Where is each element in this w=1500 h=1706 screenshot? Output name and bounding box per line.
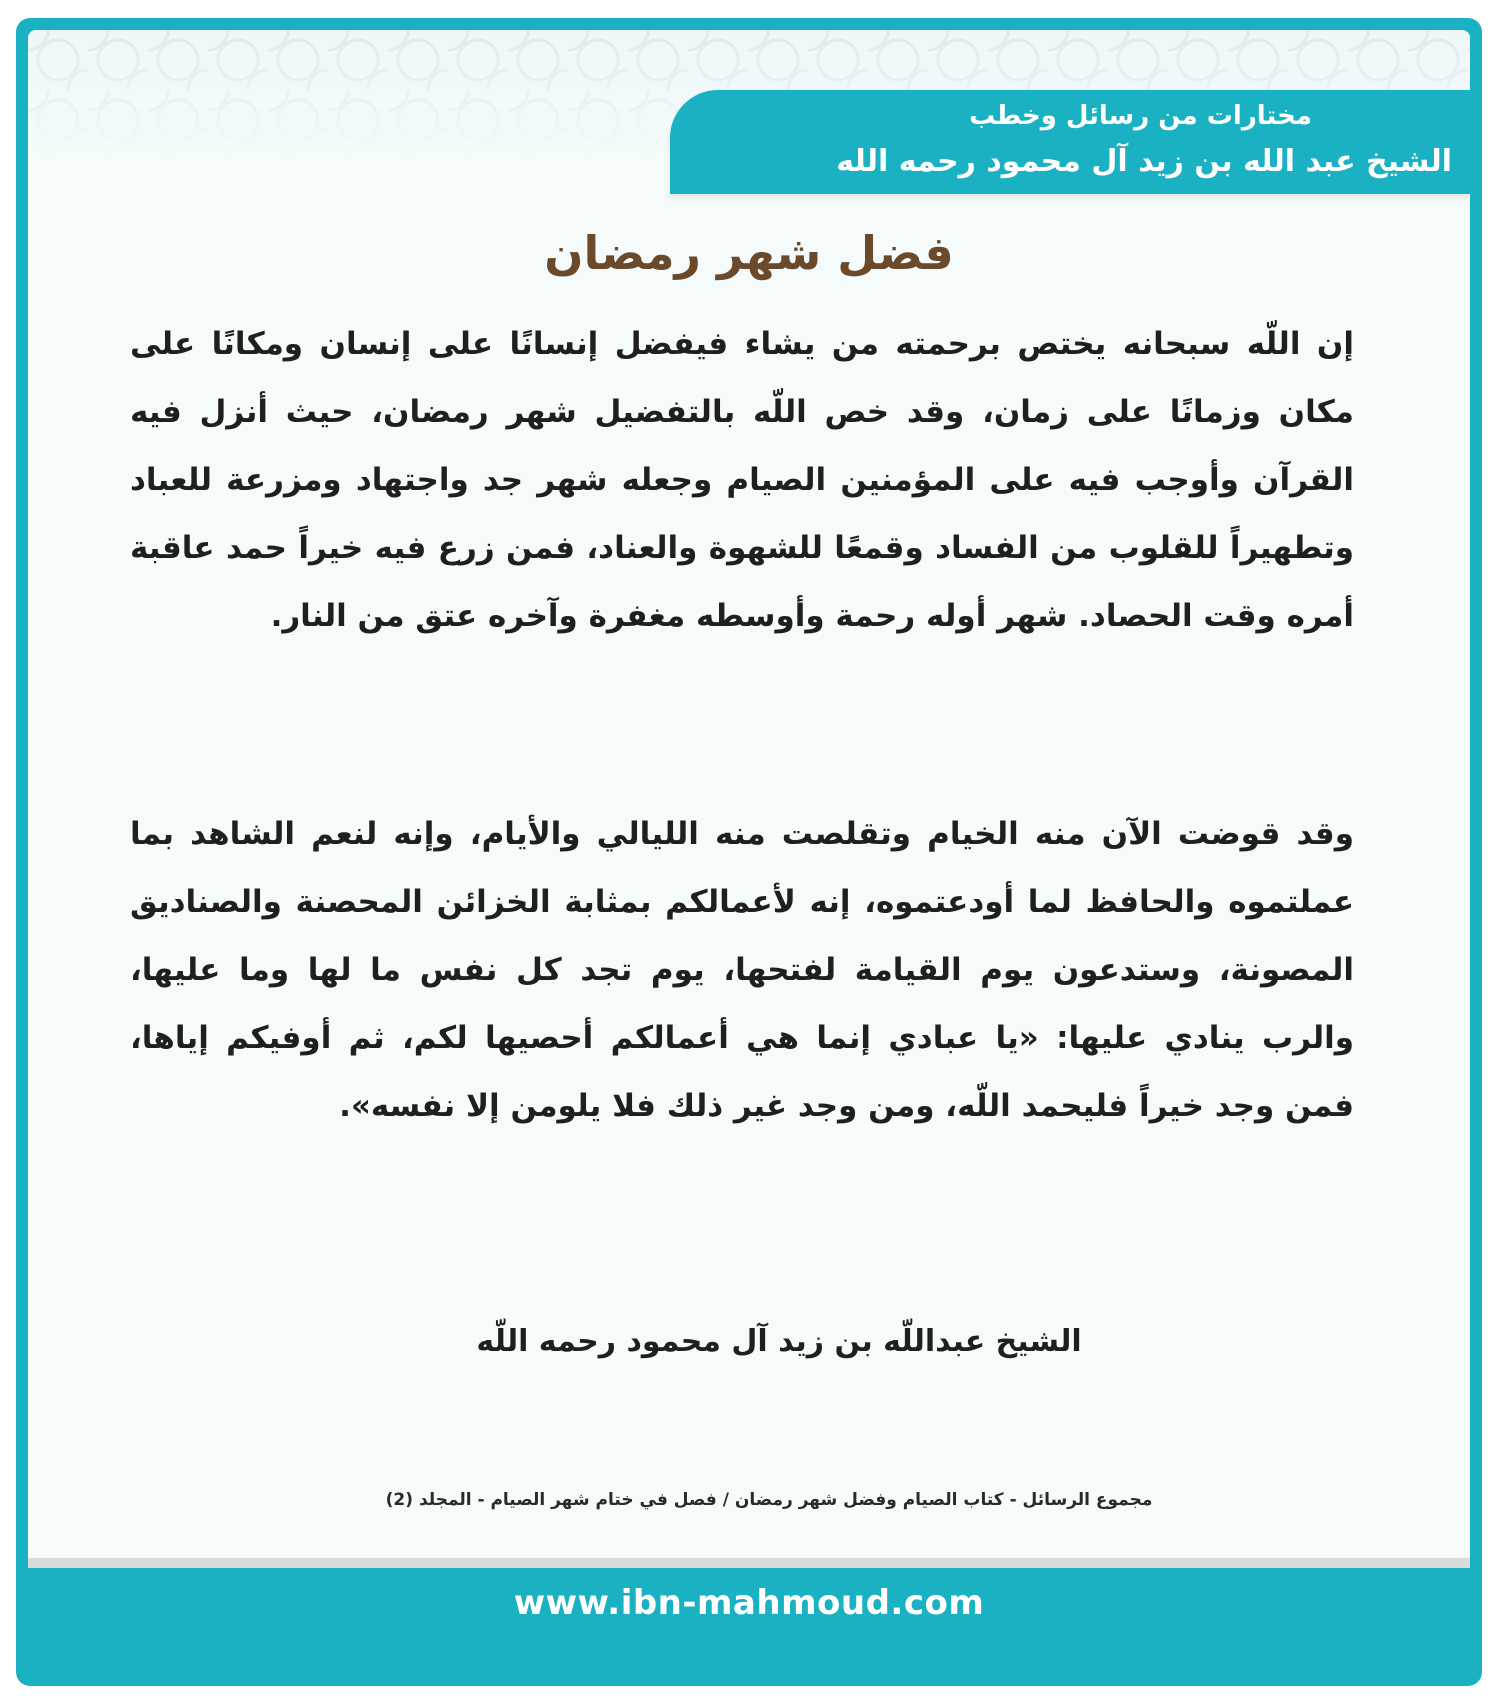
header-author-name: الشيخ عبد الله بن زيد آل محمود رحمه الله	[836, 144, 1452, 179]
page-frame	[16, 18, 1482, 1686]
website-link[interactable]: www.ibn-mahmoud.com	[513, 1583, 985, 1623]
divider	[28, 1558, 1470, 1568]
header-banner	[670, 90, 1470, 194]
paragraph-1: إن اللّه سبحانه يختص برحمته من يشاء فيفضل إنسانًا على إنسان ومكانًا على مكان وزمانًا على زمان، وقد خص اللّه بالتفضيل شهر رمضان، حيث أنزل فيه القرآن وأوجب فيه على المؤمنين الصيام وجعله شهر جد واجتهاد ومزرعة للعباد وتطهيراً للقلوب من الفساد وقمعًا للشهوة والعناد، فمن زرع فيه خيراً حمد عاقبة أمره وقت الحصاد. شهر أوله رحمة وأوسطه مغفرة وآخره عتق من النار.	[130, 326, 1354, 634]
author-signature: الشيخ عبداللّه بن زيد آل محمود رحمه اللّه	[476, 1324, 1082, 1359]
source-citation: مجموع الرسائل - كتاب الصيام وفضل شهر رمضان / فصل في ختام شهر الصيام - المجلد (2)	[385, 1490, 1153, 1510]
content-panel	[28, 30, 1470, 1568]
header-series-title: مختارات من رسائل وخطب	[969, 101, 1312, 131]
page-title: فضل شهر رمضان	[544, 226, 954, 280]
paragraph-2: وقد قوضت الآن منه الخيام وتقلصت منه الليالي والأيام، وإنه لنعم الشاهد بما عملتموه والحافظ لما أودعتموه، إنه لأعمالكم بمثابة الخزائن المحصنة والصناديق المصونة، وستدعون يوم القيامة لفتحها، يوم تجد كل نفس ما لها وما عليها، والرب ينادي عليها: «يا عبادي إنما هي أعمالكم أحصيها لكم، ثم أوفيكم إياها، فمن وجد خيراً فليحمد اللّه، ومن وجد غير ذلك فلا يلومن إلا نفسه».	[130, 816, 1354, 1124]
